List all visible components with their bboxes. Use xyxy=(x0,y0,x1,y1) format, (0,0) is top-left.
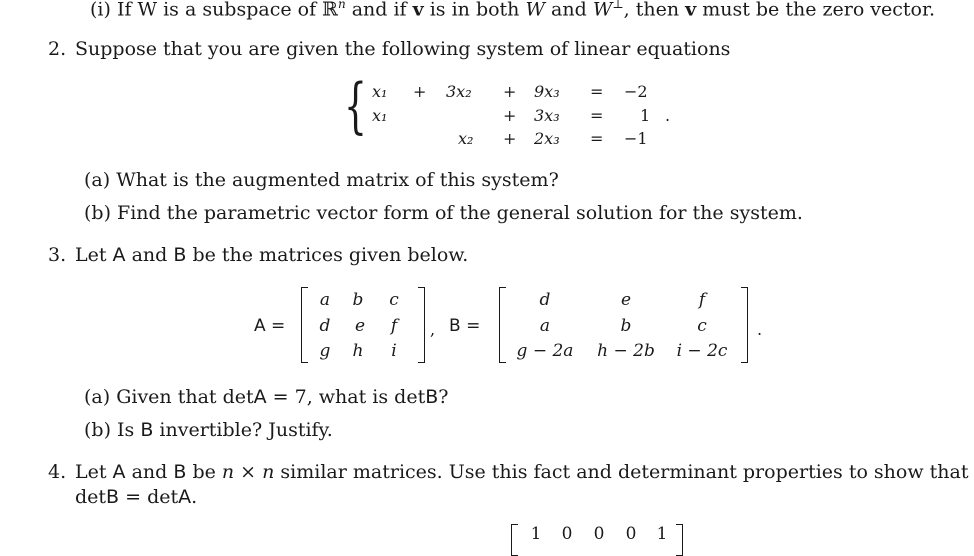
bottom-matrix-cell: 1 xyxy=(656,524,668,544)
problem-4-line2: detB = detA. xyxy=(75,486,198,508)
sys-r1-c7: −2 xyxy=(624,82,648,101)
matrix-b-label: B = xyxy=(449,316,481,336)
matrix-a-cell: h xyxy=(352,341,364,361)
sys-r3-c1: x₂ xyxy=(458,129,474,148)
bottom-matrix-left-bracket xyxy=(511,524,518,556)
problem-3b: (b) Is B invertible? Justify. xyxy=(84,419,333,441)
matrix-a-label: A = xyxy=(254,316,286,336)
sys-r1-c2: + xyxy=(413,82,427,101)
matrix-a-left-bracket xyxy=(301,287,308,363)
matrix-a-cell: i xyxy=(391,341,397,361)
matrix-b-right-bracket xyxy=(741,287,748,363)
sys-r2-c2: + xyxy=(503,106,517,125)
item-i: (i) If W is a subspace of ℝ$^n$ and if v is in both W and W⊥, then v must be the zero vector. xyxy=(90,0,936,21)
matrix-period: . xyxy=(757,320,763,339)
sys-r3-c5: −1 xyxy=(624,129,648,148)
sys-r1-c4: + xyxy=(503,82,517,101)
problem-2-text: Suppose that you are given the following system of linear equations xyxy=(75,38,731,60)
bottom-matrix-cell: 0 xyxy=(593,524,605,544)
matrix-b-cell: e xyxy=(620,290,632,310)
problem-3-number: 3. xyxy=(48,244,67,266)
matrix-b-cell: b xyxy=(620,316,632,336)
sys-r2-c3: 3x₃ xyxy=(534,106,560,125)
sys-r3-c2: + xyxy=(503,129,517,148)
matrix-a-cell: e xyxy=(354,316,366,336)
sys-r1-c3: 3x₂ xyxy=(446,82,472,101)
matrix-b-cell: a xyxy=(539,316,551,336)
matrix-a-cell: f xyxy=(390,316,398,336)
matrix-b-cell: g − 2a xyxy=(516,341,574,361)
matrix-b-cell: f xyxy=(698,290,706,310)
problem-2-number: 2. xyxy=(48,38,67,60)
matrix-b-cell: d xyxy=(539,290,551,310)
problem-2b: (b) Find the parametric vector form of the general solution for the system. xyxy=(84,202,803,224)
bottom-matrix-cell: 0 xyxy=(625,524,637,544)
matrix-a-cell: b xyxy=(352,290,364,310)
bottom-matrix-cell: 0 xyxy=(561,524,573,544)
sys-r2-c5: 1 xyxy=(640,106,651,125)
sys-r3-c4: = xyxy=(590,129,604,148)
matrix-b-cell: h − 2b xyxy=(597,341,655,361)
sys-r2-c1: x₁ xyxy=(372,106,388,125)
matrix-a-right-bracket xyxy=(418,287,425,363)
matrix-a-cell: d xyxy=(319,316,331,336)
matrix-comma: , xyxy=(430,320,436,339)
matrix-b-cell: i − 2c xyxy=(676,341,728,361)
matrix-a-cell: g xyxy=(319,341,331,361)
problem-4-number: 4. xyxy=(48,461,67,483)
sys-r1-c6: = xyxy=(590,82,604,101)
sys-r1-c1: x₁ xyxy=(372,82,388,101)
sys-r2-c4: = xyxy=(590,106,604,125)
matrix-b-cell: c xyxy=(697,316,707,336)
sys-r3-c3: 2x₃ xyxy=(534,129,560,148)
problem-2a: (a) What is the augmented matrix of this system? xyxy=(84,169,559,191)
matrix-a-cell: a xyxy=(319,290,331,310)
problem-3-text: Let A and B be the matrices given below. xyxy=(75,244,469,266)
sys-period: . xyxy=(665,106,671,125)
bottom-matrix-cell: 1 xyxy=(530,524,542,544)
left-brace: { xyxy=(344,71,367,141)
problem-3a: (a) Given that detA = 7, what is detB? xyxy=(84,386,449,408)
problem-4-line1: Let A and B be n × n similar matrices. Use this fact and determinant properties to show that xyxy=(75,461,969,483)
bottom-matrix-right-bracket xyxy=(676,524,683,556)
matrix-a-cell: c xyxy=(389,290,399,310)
sys-r1-c5: 9x₃ xyxy=(534,82,560,101)
